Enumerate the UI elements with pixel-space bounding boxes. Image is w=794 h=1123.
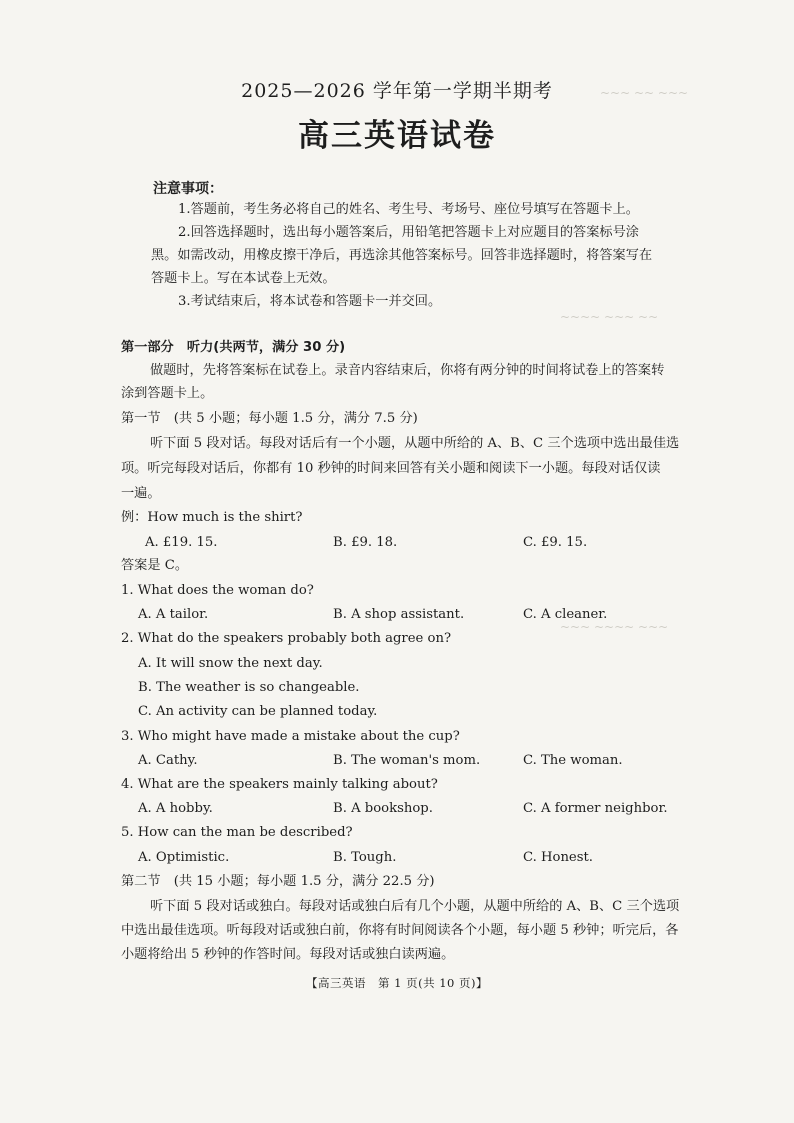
part1-intro-line-2: 涂到答题卡上。 <box>121 386 214 401</box>
question-3-option-b: B. The woman's mom. <box>333 753 481 768</box>
example-option-c: C. £9. 15. <box>523 535 588 550</box>
bleed-through-text: ~~~ ~~~~ ~~~ <box>560 620 669 634</box>
question-3-option-c: C. The woman. <box>523 753 623 768</box>
section1-intro-line-2: 项。听完每段对话后，你都有 10 秒钟的时间来回答有关小题和阅读下一小题。每段对话仅读 <box>121 461 661 476</box>
example-question: 例：How much is the shirt? <box>121 510 303 525</box>
question-4-option-a: A. A hobby. <box>138 801 213 816</box>
question-2-option-c: C. An activity can be planned today. <box>138 704 378 719</box>
section1-intro-line-1: 听下面 5 段对话。每段对话后有一个小题，从题中所给的 A、B、C 三个选项中选出最佳选 <box>150 436 680 451</box>
bleed-through-text: ~~~ ~~ ~~~ <box>600 86 689 100</box>
notice-item-2-line-2: 黑。如需改动，用橡皮擦干净后，再选涂其他答案标号。回答非选择题时，将答案写在 <box>151 248 653 263</box>
example-answer: 答案是 C。 <box>121 558 189 573</box>
question-4-option-b: B. A bookshop. <box>333 801 433 816</box>
question-1-option-b: B. A shop assistant. <box>333 607 465 622</box>
section2-intro-line-2: 中选出最佳选项。听每段对话或独白前，你将有时间阅读各个小题，每小题 5 秒钟；听完后，各 <box>121 923 679 938</box>
question-5-option-b: B. Tough. <box>333 850 397 865</box>
notice-item-2-line-1: 2.回答选择题时，选出每小题答案后，用铅笔把答题卡上对应题目的答案标号涂 <box>178 225 639 240</box>
notice-item-2-line-3: 答题卡上。写在本试卷上无效。 <box>151 271 336 286</box>
question-5-option-a: A. Optimistic. <box>138 850 230 865</box>
notice-item-3: 3.考试结束后，将本试卷和答题卡一并交回。 <box>178 294 442 309</box>
exam-title-term: 2025—2026 学年第一学期半期考 <box>241 80 553 102</box>
notice-item-1: 1.答题前，考生务必将自己的姓名、考生号、考场号、座位号填写在答题卡上。 <box>178 202 639 217</box>
question-5-option-c: C. Honest. <box>523 850 594 865</box>
section2-intro-line-1: 听下面 5 段对话或独白。每段对话或独白后有几个小题，从题中所给的 A、B、C 三个选项 <box>150 899 680 914</box>
example-option-a: A. £19. 15. <box>145 535 218 550</box>
section2-heading: 第二节 (共 15 小题；每小题 1.5 分，满分 22.5 分) <box>121 874 435 889</box>
section2-intro-line-3: 小题将给出 5 秒钟的作答时间。每段对话或独白读两遍。 <box>121 947 455 962</box>
page-footer: 【高三英语 第 1 页(共 10 页)】 <box>305 976 489 990</box>
question-3-option-a: A. Cathy. <box>138 753 198 768</box>
question-1-option-a: A. A tailor. <box>138 607 209 622</box>
question-4: 4. What are the speakers mainly talking about? <box>121 777 438 792</box>
part1-intro-line-1: 做题时，先将答案标在试卷上。录音内容结束后，你将有两分钟的时间将试卷上的答案转 <box>150 363 665 378</box>
part1-heading: 第一部分 听力(共两节，满分 30 分) <box>121 340 346 355</box>
question-2-option-a: A. It will snow the next day. <box>138 656 323 671</box>
bleed-through-text: ~~~~ ~~~ ~~ <box>560 310 659 324</box>
question-2: 2. What do the speakers probably both agree on? <box>121 631 452 646</box>
section1-heading: 第一节 (共 5 小题；每小题 1.5 分，满分 7.5 分) <box>121 411 418 426</box>
question-4-option-c: C. A former neighbor. <box>523 801 668 816</box>
notice-heading: 注意事项： <box>153 181 223 197</box>
question-2-option-b: B. The weather is so changeable. <box>138 680 360 695</box>
example-option-b: B. £9. 18. <box>333 535 398 550</box>
question-1-option-c: C. A cleaner. <box>523 607 608 622</box>
exam-title-subject: 高三英语试卷 <box>298 118 496 154</box>
question-3: 3. Who might have made a mistake about the cup? <box>121 729 460 744</box>
question-5: 5. How can the man be described? <box>121 825 353 840</box>
section1-intro-line-3: 一遍。 <box>121 486 161 501</box>
question-1: 1. What does the woman do? <box>121 583 314 598</box>
